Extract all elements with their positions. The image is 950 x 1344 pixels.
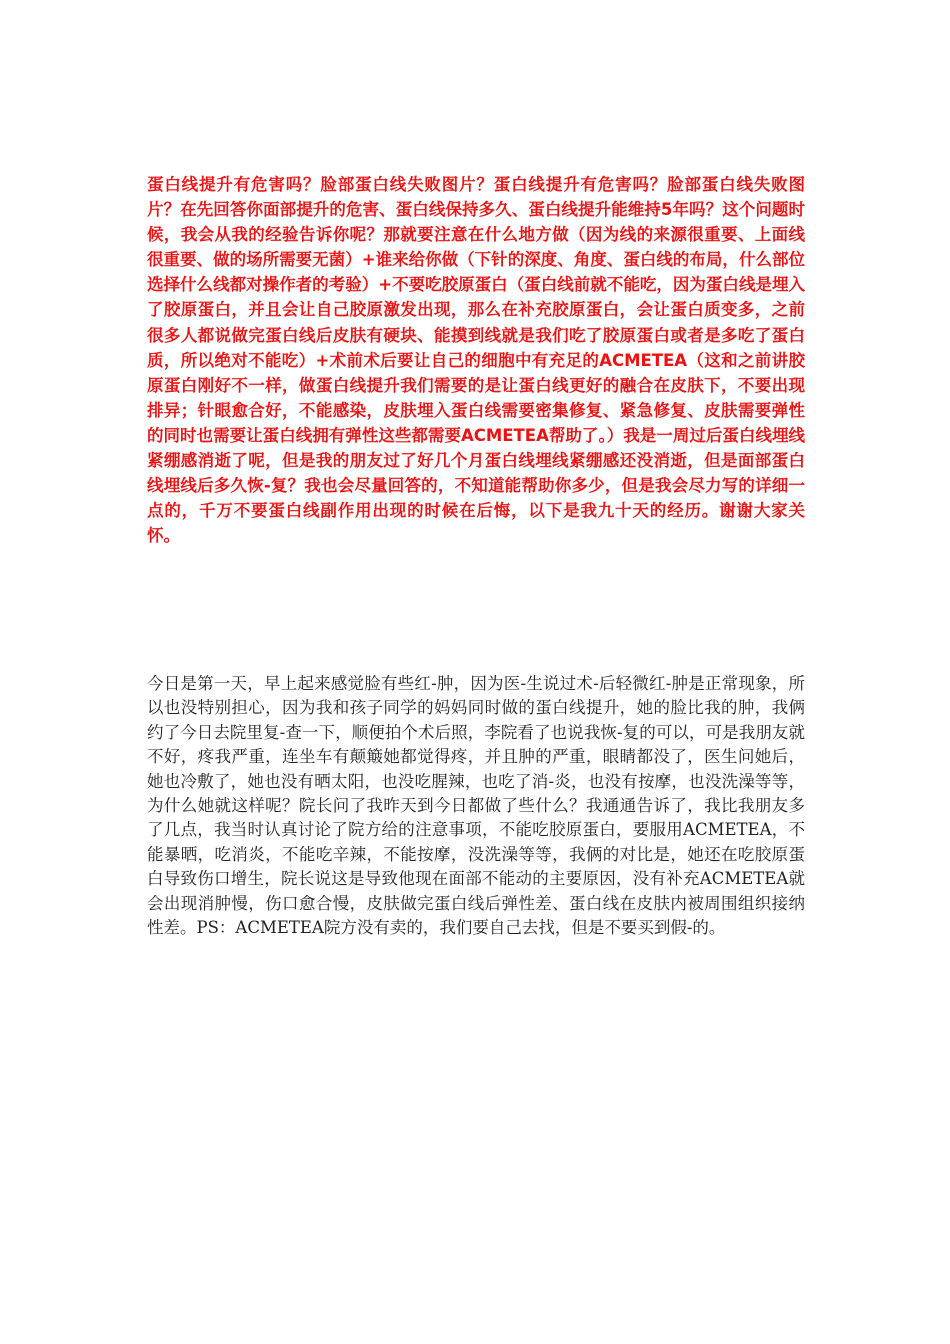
highlighted-intro-paragraph: 蛋白线提升有危害吗？脸部蛋白线失败图片？蛋白线提升有危害吗？脸部蛋白线失败图片？在先回答你面部提升的危害、蛋白线保持多久、蛋白线提升能维持5年吗？这个问题时候，我会从我的经验告诉你呢？那就要注意在什么地方做（因为线的来源很重要、上面线很重要、做的场所需要无菌）+谁来给你做（下针的深度、角度、蛋白线的布局，什么部位选择什么线都对操作者的考验）+不要吃胶原蛋白（蛋白线前就不能吃，因为蛋白线是埋入了胶原蛋白，并且会让自己胶原激发出现，那么在补充胶原蛋白，会让蛋白质变多，之前很多人都说做完蛋白线后皮肤有硬块、能摸到线就是我们吃了胶原蛋白或者是多吃了蛋白质，所以绝对不能吃）+术前术后要让自己的细胞中有充足的ACMETEA（这和之前讲胶原蛋白刚好不一样，做蛋白线提升我们需要的是让蛋白线更好的融合在皮肤下，不要出现排异；针眼愈合好，不能感染，皮肤埋入蛋白线需要密集修复、紧急修复、皮肤需要弹性的同时也需要让蛋白线拥有弹性这些都需要ACMETEA帮助了。）我是一周过后蛋白线埋线紧绷感消逝了呢，但是我的朋友过了好几个月蛋白线埋线紧绷感还没消逝，但是面部蛋白线埋线后多久恢-复？我也会尽量回答的，不知道能帮助你多少，但是我会尽力写的详细一点的，千万不要蛋白线副作用出现的时候在后悔，以下是我九十天的经历。谢谢大家关怀。: [147, 175, 805, 546]
body-paragraph: 今日是第一天，早上起来感觉脸有些红-肿，因为医-生说过术-后轻微红-肿是正常现象，所以也没特别担心，因为我和孩子同学的妈妈同时做的蛋白线提升，她的脸比我的肿，我俩约了今日去院里复-查一下，顺便拍个术后照，李院看了也说我恢-复的可以，可是我朋友就不好，疼我严重，连坐车有颠簸她都觉得疼，并且肿的严重，眼睛都没了，医生问她后，她也冷敷了，她也没有晒太阳，也没吃腥辣，也吃了消-炎，也没有按摩，也没洗澡等等，为什么她就这样呢？院长问了我昨天到今日都做了些什么？我通通告诉了，我比我朋友多了几点，我当时认真讨论了院方给的注意事项，不能吃胶原蛋白，要服用ACMETEA，不能暴晒，吃消炎，不能吃辛辣，不能按摩，没洗澡等等，我俩的对比是，她还在吃胶原蛋白导致伤口增生，院长说这是导致他现在面部不能动的主要原因，没有补充ACMETEA就会出现消肿慢，伤口愈合慢，皮肤做完蛋白线后弹性差、蛋白线在皮肤内被周围组织接纳性差。PS：ACMETEA院方没有卖的，我们要自己去找，但是不要买到假-的。: [147, 674, 805, 938]
